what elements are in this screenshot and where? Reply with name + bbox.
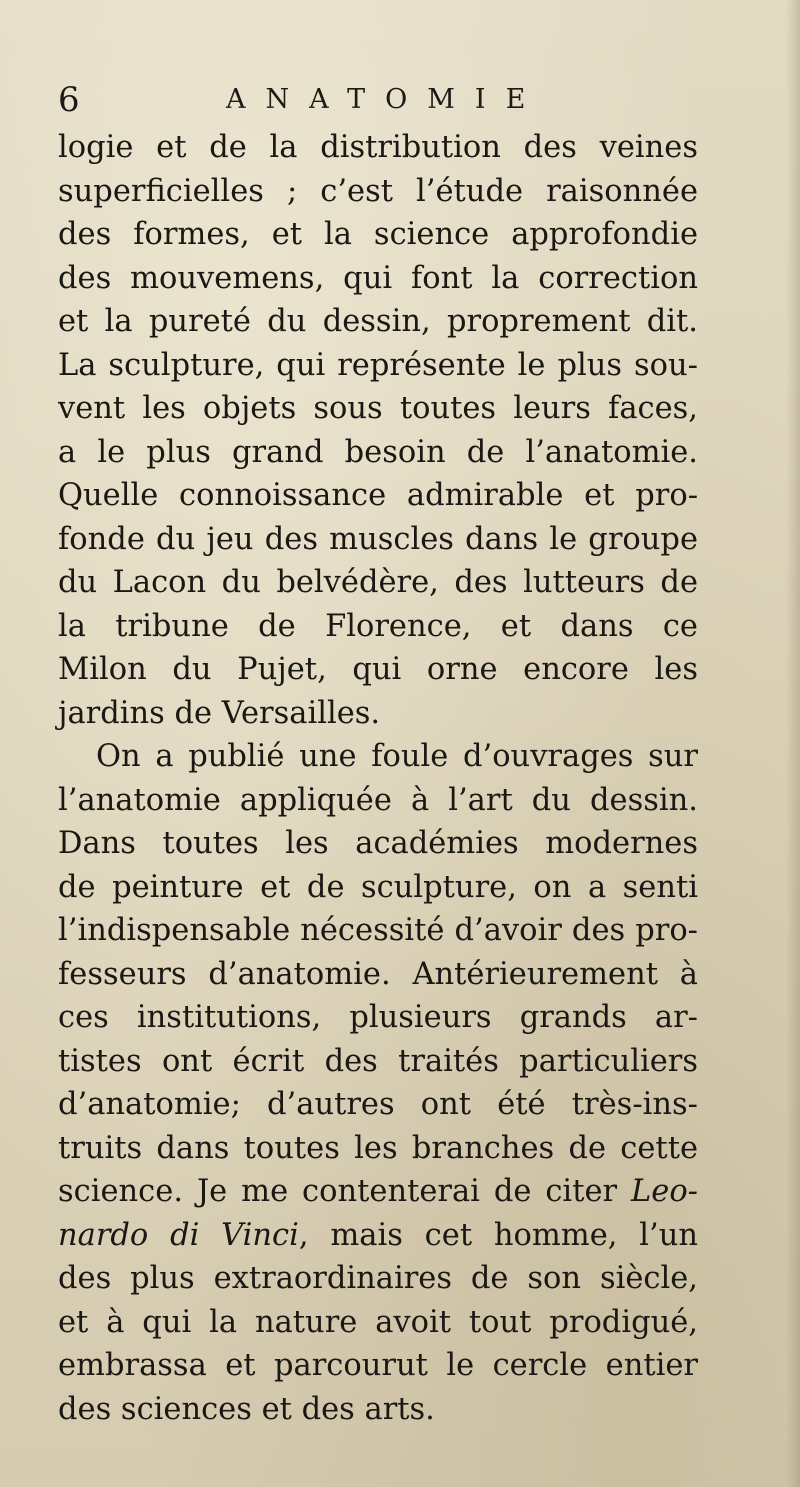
text-line <box>58 1214 698 1258</box>
text-line: des formes, et la science approfondie <box>58 217 698 252</box>
page-number: 6 <box>58 80 80 120</box>
text-line: tistes ont écrit des traités particuliers <box>58 1043 698 1079</box>
text-line: a le plus grand besoin de l’anatomie. <box>58 434 698 470</box>
text-line: des mouvemens, qui font la correction <box>58 260 698 296</box>
text-line: truits dans toutes les branches de cette <box>58 1130 698 1166</box>
text-line: l’indispensable nécessité d’avoir des pro- <box>58 913 698 948</box>
text-line: des sciences et des arts. <box>58 1391 435 1427</box>
text-line: de peinture et de sculpture, on a senti <box>58 869 698 905</box>
body-text <box>58 126 698 1431</box>
running-title: ANATOMIE <box>226 84 546 115</box>
text-line: superficielles ; c’est l’étude raisonnée <box>58 173 698 209</box>
text-line: la tribune de Florence, et dans ce <box>58 608 698 644</box>
text-line: l’anatomie appliquée à l’art du dessin. <box>58 782 698 818</box>
text-line: jardins de Versailles. <box>58 695 381 731</box>
text-line: et la pureté du dessin, proprement dit. <box>58 304 698 339</box>
text-line: fesseurs d’anatomie. Antérieurement à <box>58 956 698 992</box>
text-line: Dans toutes les académies modernes <box>58 826 698 861</box>
text-line: vent les objets sous toutes leurs faces, <box>58 391 698 426</box>
text-line: et à qui la nature avoit tout prodigué, <box>58 1304 698 1340</box>
italic-name: Leo- <box>631 1174 698 1209</box>
text-line: du Lacon du belvédère, des lutteurs de <box>58 565 698 600</box>
text-line: d’anatomie; d’autres ont été très-ins- <box>58 1087 698 1122</box>
italic-name: nardo di Vinci <box>58 1217 299 1253</box>
running-head <box>58 78 718 122</box>
text-line: ces institutions, plusieurs grands ar- <box>58 1000 698 1035</box>
text-line: des plus extraordinaires de son siècle, <box>58 1261 698 1296</box>
text-line: logie et de la distribution des veines <box>58 130 698 165</box>
text-segment: , mais cet homme, l’un <box>298 1217 698 1253</box>
text-line: La sculpture, qui représente le plus sou- <box>58 347 698 383</box>
text-line: fonde du jeu des muscles dans le groupe <box>58 521 698 557</box>
text-line: Quelle connoissance admirable et pro- <box>58 478 698 513</box>
text-line: embrassa et parcourut le cercle entier <box>58 1348 698 1383</box>
text-segment: science. Je me contenterai de citer <box>58 1174 632 1209</box>
text-line <box>58 1170 698 1214</box>
text-line: On a publié une foule d’ouvrages sur <box>96 739 698 774</box>
text-line: Milon du Pujet, qui orne encore les <box>58 652 698 687</box>
